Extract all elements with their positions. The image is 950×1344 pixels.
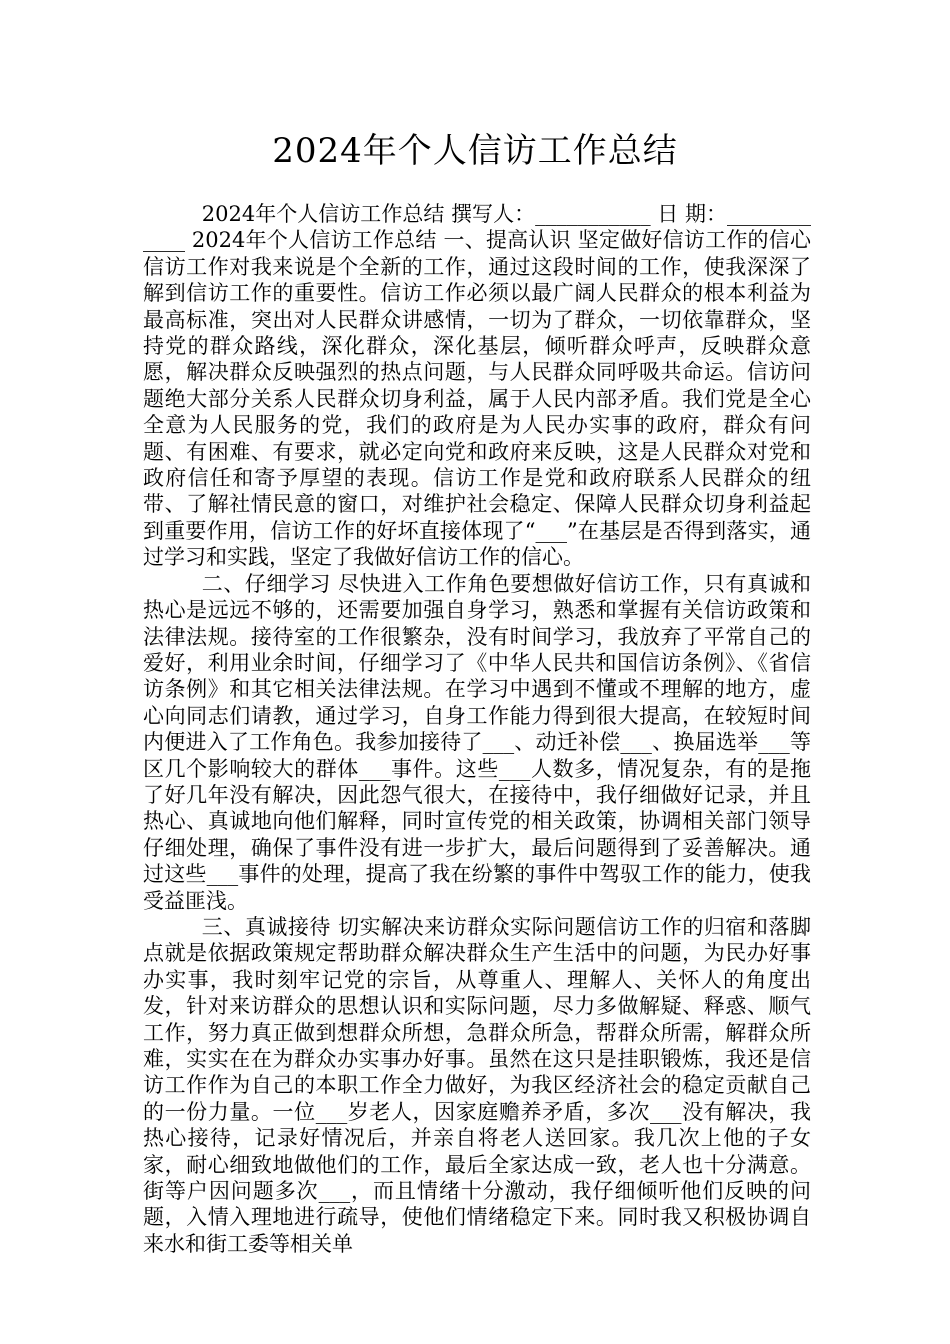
document-body xyxy=(143,201,811,1257)
page-title: 2024年个人信访工作总结 xyxy=(272,131,678,171)
paragraph-1: 2024年个人信访工作总结 撰写人：___________ 日 期：____________ 2024年个人信访工作总结 一、提高认识 坚定做好信访工作的信心信访工作对我来说是个全新的工作，通过这段时间的工作，使我深深了解到信访工作的重要性。信访工作必须以最广阔人民群众的根本利益为最高标准，突出对人民群众讲感情，一切为了群众，一切依靠群众，坚持党的群众路线，深化群众，深化基层，倾听群众呼声，反映群众意愿，解决群众反映强烈的热点问题，与人民群众同呼吸共命运。信访问题绝大部分关系人民群众切身利益，属于人民内部矛盾。我们党是全心全意为人民服务的党，我们的政府是为人民办实事的政府，群众有问题、有困难、有要求，就必定向党和政府来反映，这是人民群众对党和政府信任和寄予厚望的表现。信访工作是党和政府联系人民群众的纽带、了解社情民意的窗口，对维护社会稳定、保障人民群众切身利益起到重要作用，信访工作的好坏直接体现了“___”在基层是否得到落实，通过学习和实践，坚定了我做好信访工作的信心。 xyxy=(143,202,811,570)
paragraph-2: 二、仔细学习 尽快进入工作角色要想做好信访工作，只有真诚和热心是远远不够的，还需要加强自身学习，熟悉和掌握有关信访政策和法律法规。接待室的工作很繁杂，没有时间学习，我放弃了平常自己的爱好，利用业余时间，仔细学习了《中华人民共和国信访条例》、《省信访条例》和其它相关法律法规。在学习中遇到不懂或不理解的地方，虚心向同志们请教，通过学习，自身工作能力得到很大提高，在较短时间内便进入了工作角色。我参加接待了___、动迁补偿___、换届选举___等区几个影响较大的群体___事件。这些___人数多，情况复杂，有的是拖了好几年没有解决，因此怨气很大，在接待中，我仔细做好记录，并且热心、真诚地向他们解释，同时宣传党的相关政策，协调相关部门领导仔细处理，确保了事件没有进一步扩大，最后问题得到了妥善解决。通过这些___事件的处理，提高了我在纷繁的事件中驾驭工作的能力，使我受益匪浅。 xyxy=(143,571,811,913)
paragraph-3: 三、真诚接待 切实解决来访群众实际问题信访工作的归宿和落脚点就是依据政策规定帮助群众解决群众生产生活中的问题，为民办好事办实事，我时刻牢记党的宗旨，从尊重人、理解人、关怀人的角度出发，针对来访群众的思想认识和实际问题，尽力多做解疑、释惑、顺气工作，努力真正做到想群众所想，急群众所急，帮群众所需，解群众所难，实实在在为群众办实事办好事。虽然在这只是挂职锻炼，我还是信访工作作为自己的本职工作全力做好，为我区经济社会的稳定贡献自己的一份力量。一位___岁老人，因家庭赡养矛盾，多次___没有解决，我热心接待，记录好情况后，并亲自将老人送回家。我几次上他的子女家，耐心细致地做他们的工作，最后全家达成一致，老人也十分满意。街等户因问题多次___，而且情绪十分激动，我仔细倾听他们反映的问题，入情入理地进行疏导，使他们情绪稳定下来。同时我又积极协调自来水和街工委等相关单 xyxy=(143,914,811,1256)
